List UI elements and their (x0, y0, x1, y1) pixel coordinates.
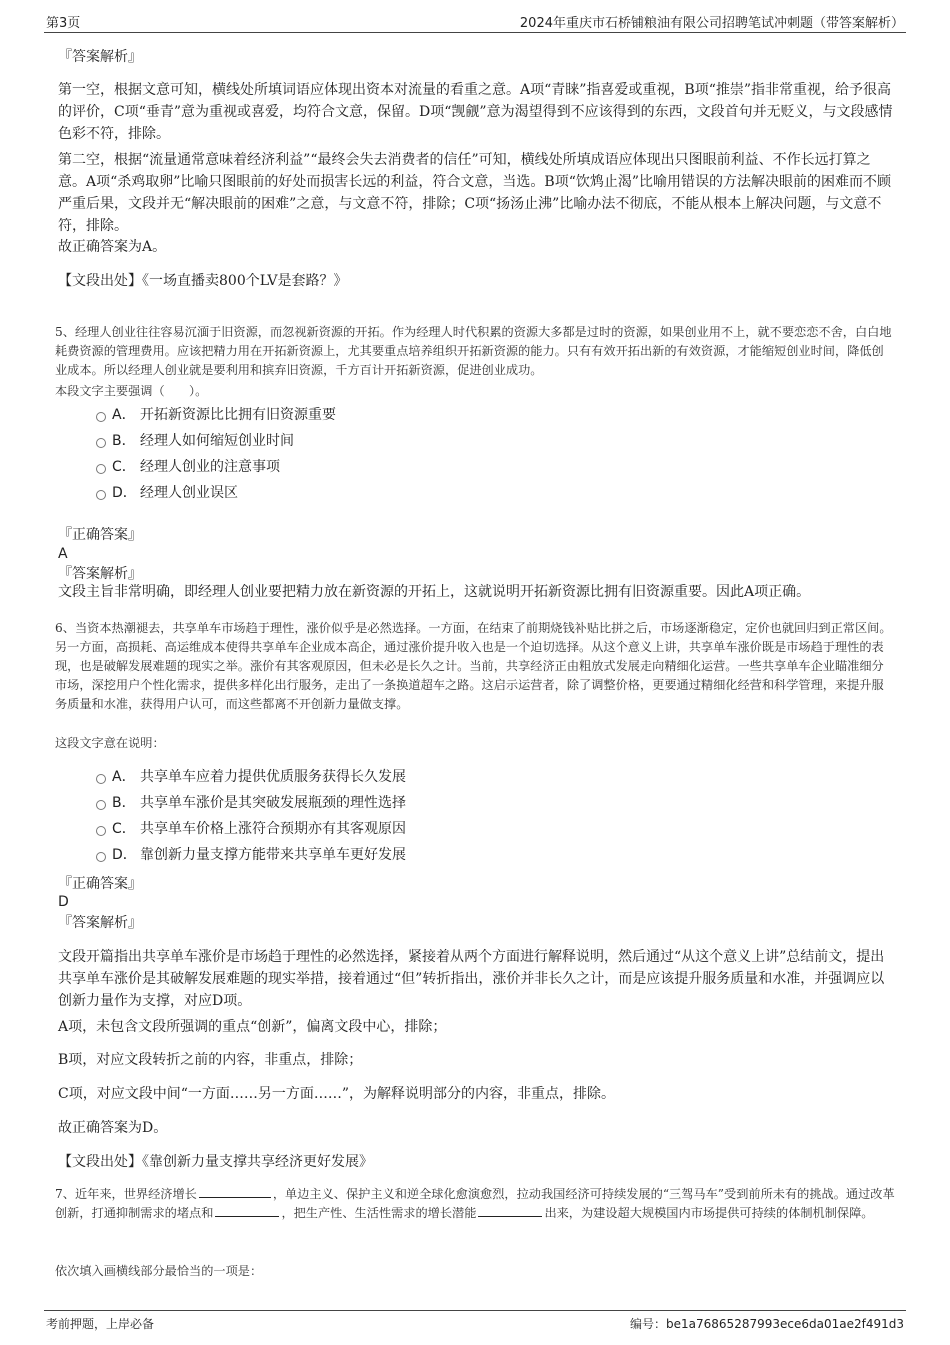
q7-stem (55, 1185, 895, 1223)
option-text: 经理人创业误区 (140, 485, 238, 501)
page-number: 第3页 (46, 16, 81, 31)
footer-code (630, 1315, 904, 1332)
q4-conclusion: 故正确答案为A。 (58, 239, 167, 255)
option-letter: D． (112, 847, 137, 863)
q6-option-c[interactable] (96, 819, 406, 839)
q6-analysis-option-b: B项，对应文段转折之前的内容，非重点，排除； (58, 1052, 363, 1068)
q7-stem-part-4: 出来，为建设超大规模国内市场提供可持续的体制机制保障。 (544, 1206, 874, 1220)
q5-analysis: 文段主旨非常明确，即经理人创业要把精力放在新资源的开拓上，这就说明开拓新资源比拥有旧资源重要。因此A项正确。 (58, 584, 811, 600)
option-letter: C． (112, 821, 136, 837)
option-text: 共享单车应着力提供优质服务获得长久发展 (140, 769, 406, 785)
q6-analysis-option-c: C项，对应文段中间“一方面……另一方面……”，为解释说明部分的内容，非重点，排除。 (58, 1086, 616, 1102)
option-letter: B． (112, 433, 136, 449)
q5-analysis-label: 『答案解析』 (58, 566, 142, 582)
q6-answer: D (58, 894, 69, 910)
radio-icon[interactable] (96, 464, 106, 474)
footer-slogan: 考前押题，上岸必备 (46, 1317, 155, 1331)
q5-question: 本段文字主要强调（ ）。 (55, 384, 208, 398)
q4-analysis-label: 『答案解析』 (58, 49, 142, 65)
fill-blank-1[interactable] (199, 1185, 271, 1198)
page-header (44, 10, 906, 33)
fill-blank-3[interactable] (478, 1204, 542, 1217)
q7-question: 依次填入画横线部分最恰当的一项是： (55, 1264, 263, 1278)
q6-option-b[interactable] (96, 793, 406, 813)
radio-icon[interactable] (96, 490, 106, 500)
q6-analysis: 文段开篇指出共享单车涨价是市场趋于理性的必然选择，紧接着从两个方面进行解释说明，然后通过“从这个意义上讲”总结前文，提出共享单车涨价是其破解发展难题的现实举措，接着通过“但”转折指出，涨价并非长久之计，而是应该提升服务质量和水准，并强调应以创新力量作为支撑，对应D项。 (58, 949, 885, 1009)
radio-icon[interactable] (96, 412, 106, 422)
option-letter: C． (112, 459, 136, 475)
option-letter: A． (112, 769, 136, 785)
option-text: 开拓新资源比比拥有旧资源重要 (140, 407, 336, 423)
q7-stem-part-1: 7、近年来，世界经济增长 (55, 1187, 197, 1201)
option-text: 共享单车涨价是其突破发展瓶颈的理性选择 (140, 795, 406, 811)
q6-analysis-label: 『答案解析』 (58, 915, 142, 931)
footer-code-label: 编号： (630, 1317, 667, 1331)
q6-option-d[interactable] (96, 845, 406, 865)
q6-analysis-option-a: A项，未包含文段所强调的重点“创新”，偏离文段中心，排除； (58, 1019, 447, 1035)
option-text: 共享单车价格上涨符合预期亦有其客观原因 (140, 821, 406, 837)
q4-source: 【文段出处】《一场直播卖800个LV是套路？》 (58, 273, 348, 289)
option-text: 靠创新力量支撑方能带来共享单车更好发展 (140, 847, 406, 863)
q5-answer-label: 『正确答案』 (58, 527, 142, 543)
q5-option-a[interactable] (96, 405, 336, 425)
page-footer (44, 1310, 906, 1335)
footer-code-value: be1a76865287993ece6da01ae2f491d3 (666, 1317, 904, 1331)
fill-blank-2[interactable] (215, 1204, 279, 1217)
q7-stem-part-2: ，单边主义、保护主义和逆全球化愈演愈烈，拉动我国经济可持续发展的“三驾马车”受到前所未有的挑战。通过改革创新，打通抑制需求的堵点和 (55, 1187, 895, 1220)
q6-conclusion: 故正确答案为D。 (58, 1120, 168, 1136)
q6-question: 这段文字意在说明： (55, 736, 165, 750)
q5-answer: A (58, 546, 68, 562)
option-text: 经理人如何缩短创业时间 (140, 433, 294, 449)
q5-option-d[interactable] (96, 483, 238, 503)
q5-stem: 5、经理人创业往往容易沉湎于旧资源，而忽视新资源的开拓。作为经理人时代积累的资源大多都是过时的资源，如果创业用不上，就不要恋恋不舍，白白地耗费资源的管理费用。应该把精力用在开拓新资源上，尤其要重点培养组织开拓新资源的能力。只有有效开拓出新的有效资源，才能缩短创业时间，降低创业成本。所以经理人创业就是要利用和摈弃旧资源，千方百计开拓新资源，促进创业成功。 (55, 325, 892, 377)
radio-icon[interactable] (96, 774, 106, 784)
option-letter: B． (112, 795, 136, 811)
q4-analysis-paragraph-2: 第二空，根据“流量通常意味着经济利益”“最终会失去消费者的信任”可知，横线处所填成语应体现出只图眼前利益、不作长远打算之意。A项“杀鸡取卵”比喻只图眼前的好处而损害长远的利益，符合文意，当选。B项“饮鸩止渴”比喻用错误的方法解决眼前的困难而不顾严重后果，文段并无“解决眼前的困难”之意，与文意不符，排除；C项“扬汤止沸”比喻办法不彻底，不能从根本上解决问题，与文意不符，排除。 (58, 152, 892, 234)
option-letter: D． (112, 485, 137, 501)
q5-option-b[interactable] (96, 431, 294, 451)
q6-source: 【文段出处】《靠创新力量支撑共享经济更好发展》 (58, 1154, 373, 1170)
q4-analysis-paragraph-1: 第一空，根据文意可知，横线处所填词语应体现出资本对流量的看重之意。A项“青睐”指喜爱或重视，B项“推崇”指非常重视，给予很高的评价，C项“垂青”意为重视或喜爱，均符合文意，保留。D项“觊觎”意为渴望得到不应该得到的东西，文段首句并无贬义，与文段感情色彩不符，排除。 (58, 82, 893, 142)
q7-stem-part-3: ，把生产性、生活性需求的增长潜能 (281, 1206, 477, 1220)
radio-icon[interactable] (96, 438, 106, 448)
option-letter: A． (112, 407, 136, 423)
q6-answer-label: 『正确答案』 (58, 876, 142, 892)
radio-icon[interactable] (96, 852, 106, 862)
radio-icon[interactable] (96, 800, 106, 810)
q5-option-c[interactable] (96, 457, 280, 477)
option-text: 经理人创业的注意事项 (140, 459, 280, 475)
q6-option-a[interactable] (96, 767, 406, 787)
q6-stem: 6、当资本热潮褪去，共享单车市场趋于理性，涨价似乎是必然选择。一方面，在结束了前期烧钱补贴比拼之后，市场逐渐稳定，定价也就回归到正常区间。另一方面，高损耗、高运维成本使得共享单车企业成本高企，通过涨价提升收入也是一个迫切选择。从这个意义上讲，共享单车涨价既是市场趋于理性的表现，也是破解发展难题的现实之举。涨价有其客观原因，但未必是长久之计。当前，共享经济正由粗放式发展走向精细化运营。一些共享单车企业瞄准细分市场，深挖用户个性化需求，提供多样化出行服务，走出了一条换道超车之路。这启示运营者，除了调整价格，更要通过精细化经营和科学管理，来提升服务质量和水准，获得用户认可，而这些都离不开创新力量做支撑。 (55, 621, 892, 711)
radio-icon[interactable] (96, 826, 106, 836)
document-title: 2024年重庆市石桥铺粮油有限公司招聘笔试冲刺题（带答案解析） (519, 16, 904, 31)
